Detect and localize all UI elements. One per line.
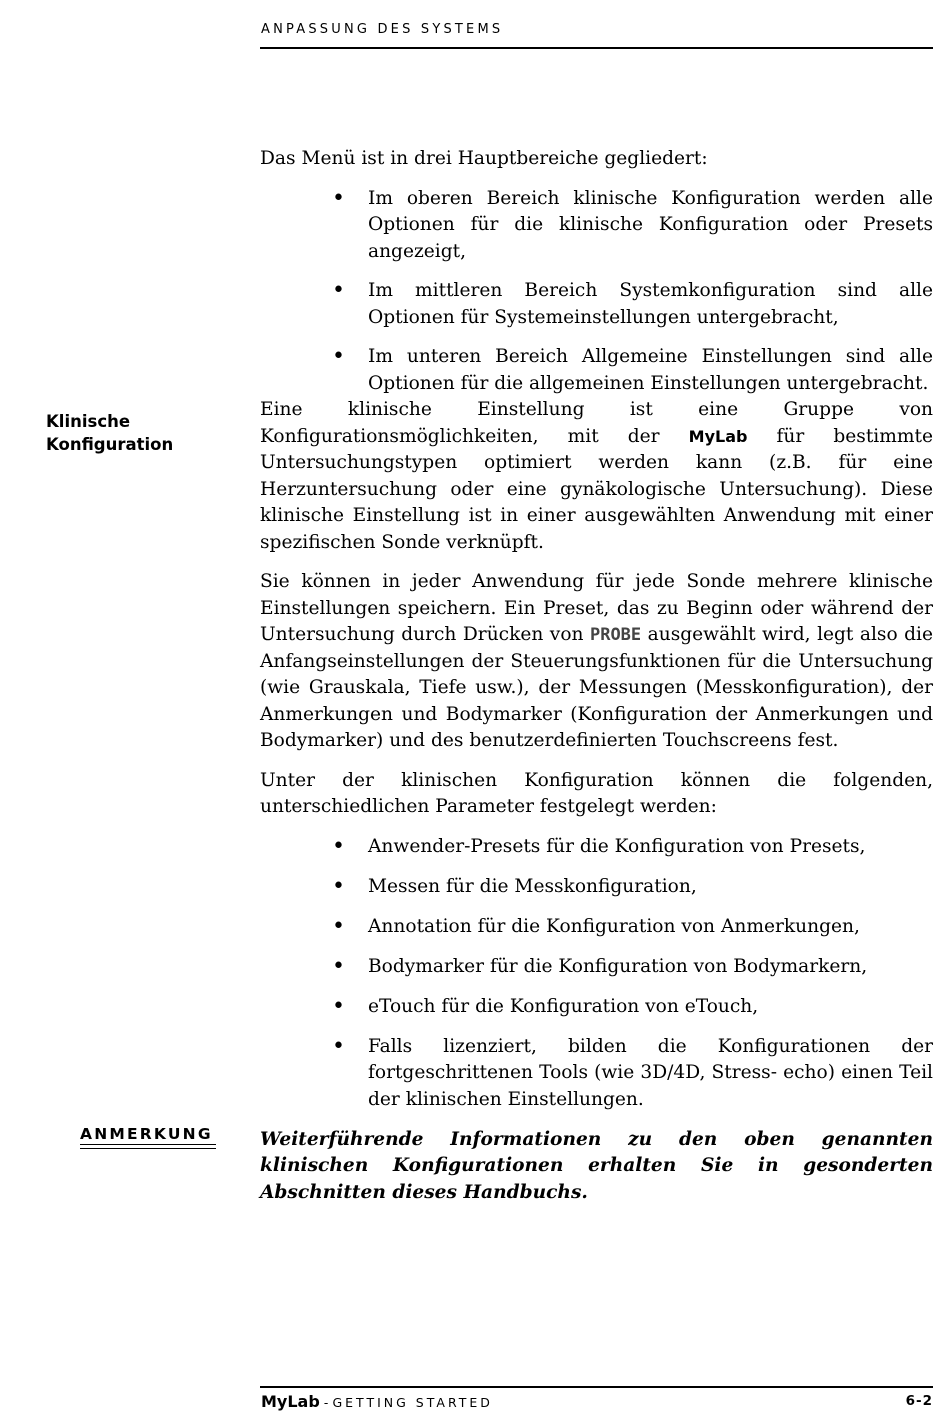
list-item: • Im mittleren Bereich Systemkonfiguration sind alle Optionen für Systemeinstellungen untergebracht, <box>260 278 933 331</box>
section-label-line2: Konfiguration <box>46 435 174 454</box>
parameters-paragraph: Unter der klinischen Konfiguration können die folgenden, unterschiedlichen Parameter festgelegt werden: <box>260 769 933 817</box>
clinical-setting-paragraph: Eine klinische Einstellung ist eine Gruppe von Konfigurationsmöglichkeiten, mit der MyLab für bestimmte Untersuchungstypen optimiert werden kann (z.B. für eine Herzuntersuchung oder eine gynäkologische Untersuchung). Diese klinische Einstellung ist in einer ausgewählten Anwendung mit einer spezifischen Sonde verknüpft. <box>260 399 933 553</box>
footer-rule <box>260 1386 933 1388</box>
footer-brand: MyLab <box>261 1392 320 1411</box>
list-item: • Annotation für die Konfiguration von Anmerkungen, <box>260 914 933 941</box>
header-rule <box>260 47 933 49</box>
list-item: • Falls lizenziert, bilden die Konfigurationen der fortgeschrittenen Tools (wie 3D/4D, Stress- echo) einen Teil der klinischen Einstellungen. <box>260 1034 933 1114</box>
list-item: • eTouch für die Konfiguration von eTouch, <box>260 994 933 1021</box>
note-underline-1 <box>80 1144 216 1145</box>
note-text: Weiterführende Informationen zu den oben genannten klinischen Konfigurationen erhalten Sie in gesonderten Abschnitten dieses Handbuchs. <box>260 1128 933 1203</box>
list-item: • Bodymarker für die Konfiguration von Bodymarkern, <box>260 954 933 981</box>
list-item: • Im unteren Bereich Allgemeine Einstellungen sind alle Optionen für die allgemeinen Einstellungen untergebracht. <box>260 344 933 397</box>
list-item: • Anwender-Presets für die Konfiguration von Presets, <box>260 834 933 861</box>
brand-name: MyLab <box>688 426 748 446</box>
probe-key: PROBE <box>589 625 642 645</box>
presets-paragraph: Sie können in jeder Anwendung für jede Sonde mehrere klinische Einstellungen speichern. Ein Preset, das zu Beginn oder während der Untersuchung durch Drücken von PROBE ausgewählt wird, legt also die Anfangseinstellungen der Steuerungsfunktionen für die Untersuchung (wie Grauskala, Tiefe usw.), der Messungen (Messkonfiguration), der Anmerkungen und Bodymarker (Konfiguration der Anmerkungen und Bodymarker) und des benutzerdefinierten Touchscreens fest. <box>260 571 933 751</box>
note-underline-2 <box>80 1148 216 1149</box>
list-item: • Messen für die Messkonfiguration, <box>260 874 933 901</box>
section-label <box>46 410 216 456</box>
running-header: ANPASSUNG DES SYSTEMS <box>261 22 504 37</box>
page-number: 6-2 <box>905 1393 933 1409</box>
section-label-line1: Klinische <box>46 412 131 431</box>
intro-paragraph: Das Menü ist in drei Hauptbereiche gegliedert: <box>260 148 708 169</box>
parameters-list <box>260 834 933 1114</box>
list-item: • Im oberen Bereich klinische Konfiguration werden alle Optionen für die klinische Konfiguration oder Presets angezeigt, <box>260 186 933 266</box>
menu-areas-list <box>260 186 933 398</box>
footer-title: MyLab - GETTING STARTED <box>261 1392 493 1411</box>
main-content <box>260 146 933 1219</box>
note-label: ANMERKUNG <box>80 1125 213 1143</box>
